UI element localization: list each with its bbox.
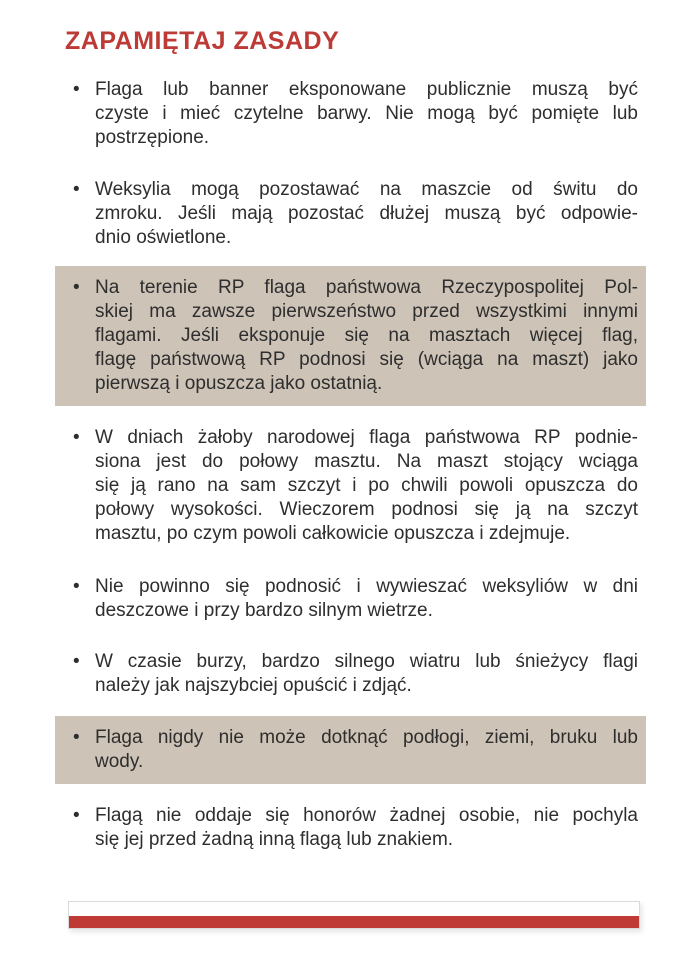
bullet-text-line: Nie powinno się podnosić i wywieszać weksyliów w dni bbox=[95, 576, 638, 597]
bullet-text bbox=[95, 575, 638, 623]
bullet-text-line: masztu, po czym powoli całkowicie opuszcza i zdejmuje. bbox=[95, 523, 571, 544]
bullet-item bbox=[55, 426, 646, 546]
bullet-dot-icon: • bbox=[73, 805, 80, 826]
bullet-text bbox=[95, 426, 638, 546]
bullet-dot-icon: • bbox=[73, 277, 80, 298]
bullet-text-line: dnio oświetlone. bbox=[95, 227, 232, 248]
bullet-item bbox=[55, 804, 646, 852]
bullet-text bbox=[95, 78, 638, 150]
bullet-text-line: Flagą nie oddaje się honorów żadnej osobie, nie pochyla bbox=[95, 805, 638, 826]
bullet-text-line: się jej przed żadną inną flagą lub znakiem. bbox=[95, 829, 454, 850]
bullet-text-line: Flaga nigdy nie może dotknąć podłogi, ziemi, bruku lub bbox=[95, 727, 638, 748]
bullet-text-line: Weksylia mogą pozostawać na maszcie od świtu do bbox=[95, 179, 638, 200]
bullet-text-line: zmroku. Jeśli mają pozostać dłużej muszą być odpowie- bbox=[95, 203, 638, 224]
bullet-text-line: skiej ma zawsze pierwszeństwo przed wszystkimi innymi bbox=[95, 301, 638, 322]
bullet-text-line: deszczowe i przy bardzo silnym wietrze. bbox=[95, 600, 433, 621]
bullet-text bbox=[95, 650, 638, 698]
bullet-text-line: połowy wysokości. Wieczorem podnosi się ją na szczyt bbox=[95, 499, 638, 520]
bullet-text-line: wody. bbox=[95, 751, 144, 772]
bullet-text-line: pierwszą i opuszcza jako ostatnią. bbox=[95, 373, 383, 394]
flag-red-stripe bbox=[69, 916, 639, 928]
bullet-item bbox=[55, 266, 646, 406]
page-title: ZAPAMIĘTAJ ZASADY bbox=[65, 27, 340, 55]
bullet-item bbox=[55, 178, 646, 250]
bullet-text bbox=[95, 804, 638, 852]
polish-flag bbox=[68, 901, 640, 929]
bullet-text-line: Na terenie RP flaga państwowa Rzeczypospolitej Pol- bbox=[95, 277, 638, 298]
bullet-text-line: czyste i mieć czytelne barwy. Nie mogą być pomięte lub bbox=[95, 103, 638, 124]
bullet-text-line: W dniach żałoby narodowej flaga państwowa RP podnie- bbox=[95, 427, 638, 448]
bullet-item bbox=[55, 78, 646, 150]
bullet-text-line: siona jest do połowy masztu. Na maszt stojący wciąga bbox=[95, 451, 638, 472]
bullet-text bbox=[95, 276, 638, 396]
bullet-dot-icon: • bbox=[73, 576, 80, 597]
bullet-dot-icon: • bbox=[73, 179, 80, 200]
bullet-dot-icon: • bbox=[73, 651, 80, 672]
bullet-text-line: postrzępione. bbox=[95, 127, 210, 148]
bullet-item bbox=[55, 650, 646, 698]
bullet-dot-icon: • bbox=[73, 79, 80, 100]
bullet-text-line: flagami. Jeśli eksponuje się na masztach więcej flag, bbox=[95, 325, 638, 346]
bullet-text-line: flagę państwową RP podnosi się (wciąga na maszt) jako bbox=[95, 349, 638, 370]
bullet-dot-icon: • bbox=[73, 427, 80, 448]
bullet-list bbox=[55, 78, 646, 852]
bullet-text bbox=[95, 726, 638, 774]
bullet-text-line: Flaga lub banner eksponowane publicznie muszą być bbox=[95, 79, 638, 100]
flag-white-stripe bbox=[69, 902, 639, 916]
bullet-text bbox=[95, 178, 638, 250]
bullet-text-line: W czasie burzy, bardzo silnego wiatru lub śnieżycy flagi bbox=[95, 651, 638, 672]
bullet-text-line: należy jak najszybciej opuścić i zdjąć. bbox=[95, 675, 412, 696]
bullet-dot-icon: • bbox=[73, 727, 80, 748]
bullet-text-line: się ją rano na sam szczyt i po chwili powoli opuszcza do bbox=[95, 475, 638, 496]
bullet-item bbox=[55, 575, 646, 623]
bullet-item bbox=[55, 716, 646, 784]
